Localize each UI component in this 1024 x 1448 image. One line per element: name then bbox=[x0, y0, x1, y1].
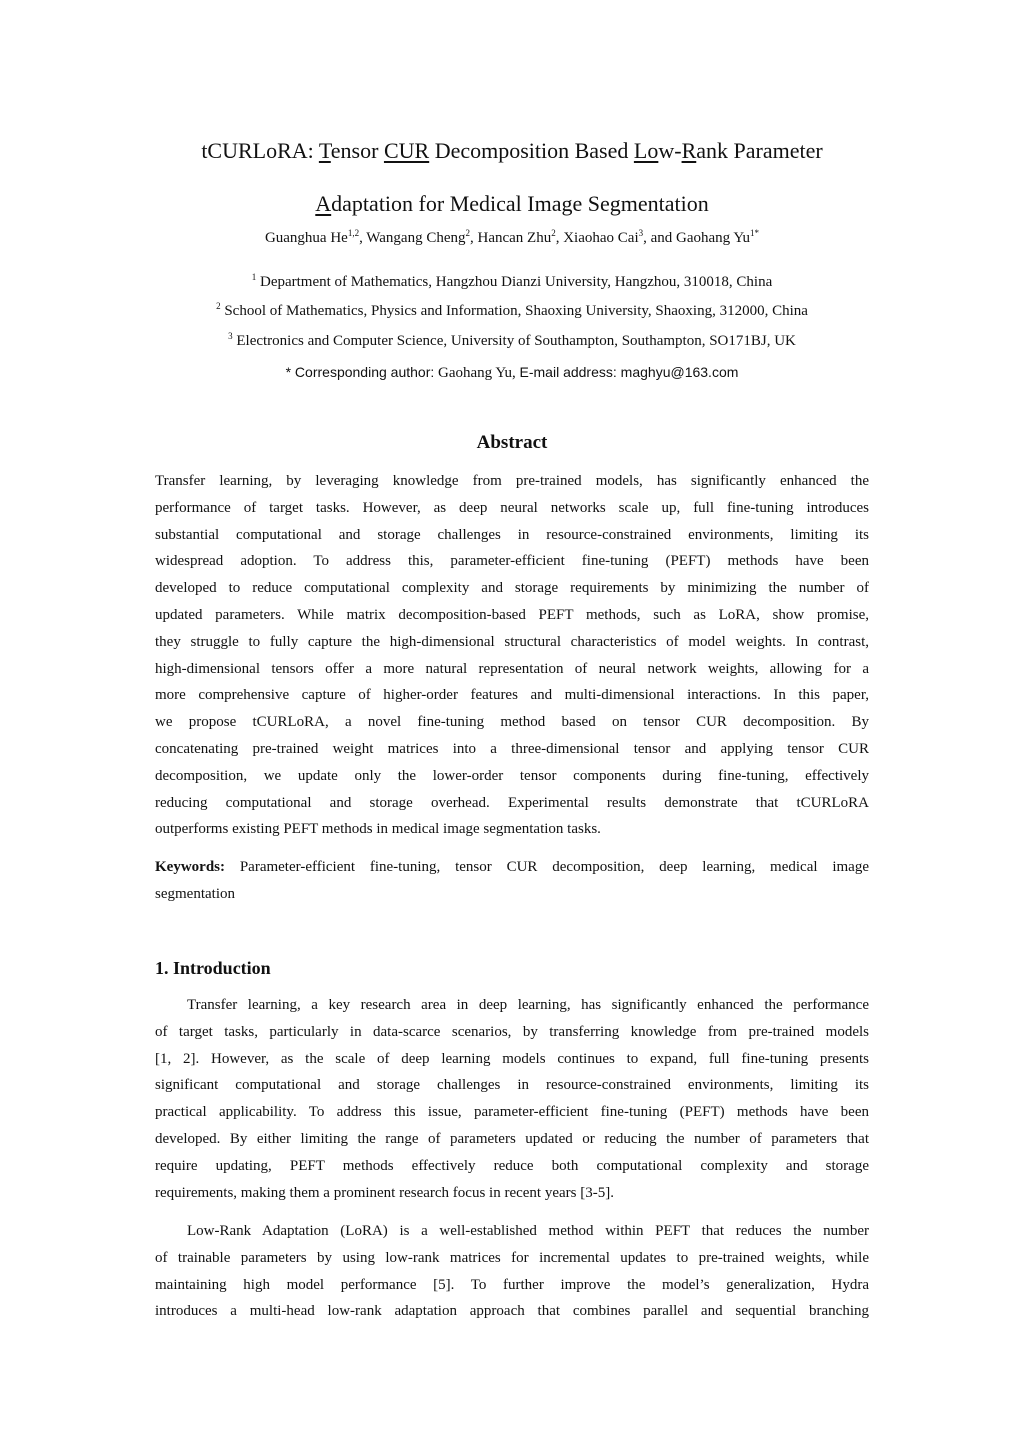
author-name: , Wangang Cheng bbox=[359, 230, 466, 246]
text-line: Low-Rank Adaptation (LoRA) is a well-established method within PEFT that reduces the number bbox=[187, 1223, 869, 1239]
title-underlined-part: CUR bbox=[383, 138, 430, 163]
author-name: , and Gaohang Yu bbox=[643, 230, 751, 246]
text-line: requirements, making them a prominent research focus in recent years [3-5]. bbox=[155, 1184, 614, 1201]
text-line: decomposition, we update only the lower-order tensor components during fine-tuning, effectively bbox=[155, 767, 869, 784]
title-part: w- bbox=[658, 138, 682, 163]
text-line: significant computational and storage challenges in resource-constrained environments, limiting its bbox=[155, 1077, 869, 1094]
section-heading-introduction: 1. Introduction bbox=[155, 958, 271, 978]
text-line: we propose tCURLoRA, a novel fine-tuning method based on tensor CUR decomposition. By bbox=[155, 714, 869, 731]
text-line: developed to reduce computational complexity and storage requirements by minimizing the number of bbox=[155, 580, 869, 597]
affiliation-3 bbox=[60, 333, 964, 350]
text-line: Transfer learning, a key research area in deep learning, has significantly enhanced the performance bbox=[187, 997, 869, 1013]
text-line: developed. By either limiting the range of parameters updated or reducing the number of parameters that bbox=[155, 1130, 869, 1147]
intro-paragraph-2 bbox=[155, 1218, 869, 1325]
affiliation-sup: 2 bbox=[216, 301, 221, 311]
title-line-1 bbox=[60, 138, 964, 164]
affiliation-text: Electronics and Computer Science, University of Southampton, Southampton, SO171BJ, UK bbox=[232, 333, 796, 349]
email-label: E-mail address: bbox=[519, 364, 617, 380]
title-underlined-part: Lo bbox=[633, 138, 659, 163]
affiliation-text: Department of Mathematics, Hangzhou Dianzi University, Hangzhou, 310018, China bbox=[256, 274, 773, 290]
author-name: , Xiaohao Cai bbox=[555, 230, 639, 246]
text-line: reducing computational and storage overhead. Experimental results demonstrate that tCURLoRA bbox=[155, 794, 869, 811]
text-line: they struggle to fully capture the high-dimensional structural characteristics of model weights. In contrast, bbox=[155, 633, 869, 650]
author-name: , Hancan Zhu bbox=[470, 230, 552, 246]
text-line: high-dimensional tensors offer a more natural representation of neural network weights, allowing for a bbox=[155, 660, 869, 677]
text-line: maintaining high model performance [5]. To further improve the model’s generalization, Hydra bbox=[155, 1276, 869, 1293]
text-line: of trainable parameters by using low-rank matrices for incremental updates to pre-trained weights, while bbox=[155, 1249, 869, 1266]
text-line: widespread adoption. To address this, parameter-efficient fine-tuning (PEFT) methods have been bbox=[155, 553, 869, 570]
keywords bbox=[155, 854, 869, 908]
author-affil-sup: 1,2 bbox=[347, 228, 360, 238]
text-line: [1, 2]. However, as the scale of deep learning models continues to expand, full fine-tuning presents bbox=[155, 1050, 869, 1067]
affiliation-2 bbox=[60, 303, 964, 320]
abstract-body bbox=[155, 468, 869, 843]
keywords-text: segmentation bbox=[155, 885, 235, 902]
keywords-text: Parameter-efficient fine-tuning, tensor CUR decomposition, deep learning, medical image bbox=[225, 859, 869, 875]
intro-paragraph-1 bbox=[155, 992, 869, 1206]
author-affil-sup: 3 bbox=[638, 228, 644, 238]
title-part: ensor bbox=[330, 138, 384, 163]
title-underlined-part: R bbox=[681, 138, 697, 163]
text-line: substantial computational and storage challenges in resource-constrained environments, limiting its bbox=[155, 526, 869, 543]
text-line: outperforms existing PEFT methods in medical image segmentation tasks. bbox=[155, 821, 601, 838]
text-line: updated parameters. While matrix decomposition-based PEFT methods, such as LoRA, show promise, bbox=[155, 606, 869, 623]
keywords-label: Keywords: bbox=[155, 859, 225, 875]
title-line-2-text: daptation for Medical Image Segmentation bbox=[331, 191, 709, 216]
abstract-heading: Abstract bbox=[476, 432, 548, 453]
text-line: introduces a multi-head low-rank adaptation approach that combines parallel and sequential branching bbox=[155, 1303, 869, 1320]
author-name: Guanghua He bbox=[264, 230, 348, 246]
text-line: concatenating pre-trained weight matrices into a three-dimensional tensor and applying tensor CUR bbox=[155, 740, 869, 757]
author-affil-sup: 2 bbox=[465, 228, 470, 238]
corresponding-label: * Corresponding author: bbox=[285, 364, 435, 380]
title-line-2 bbox=[60, 191, 964, 217]
author-list bbox=[60, 230, 964, 247]
affiliation-text: School of Mathematics, Physics and Information, Shaoxing University, Shaoxing, 312000, China bbox=[220, 303, 808, 319]
author-affil-sup: 1* bbox=[750, 228, 760, 238]
affiliation-1 bbox=[60, 274, 964, 291]
text-line: Transfer learning, by leveraging knowledge from pre-trained models, has significantly enhanced the bbox=[155, 473, 869, 489]
corresponding-author bbox=[60, 364, 964, 382]
author-affil-sup: 2 bbox=[551, 228, 556, 238]
affiliation-sup: 1 bbox=[251, 272, 257, 282]
title-part: tCURLoRA: bbox=[201, 138, 319, 163]
text-line: of target tasks, particularly in data-scarce scenarios, by transferring knowledge from pre-trained models bbox=[155, 1023, 869, 1040]
title-part: ank Parameter bbox=[696, 138, 823, 163]
title-part: Decomposition Based bbox=[429, 138, 634, 163]
title-underlined-letter: A bbox=[315, 191, 332, 216]
email-address: maghyu@163.com bbox=[616, 364, 739, 380]
text-line: require updating, PEFT methods effectively reduce both computational complexity and storage bbox=[155, 1157, 869, 1174]
text-line: more comprehensive capture of higher-order features and multi-dimensional interactions. In this paper, bbox=[155, 687, 869, 704]
text-line: practical applicability. To address this issue, parameter-efficient fine-tuning (PEFT) methods have been bbox=[155, 1104, 869, 1121]
affiliation-sup: 3 bbox=[228, 331, 233, 341]
title-underlined-part: T bbox=[318, 138, 331, 163]
text-line: performance of target tasks. However, as deep neural networks scale up, full fine-tuning introduces bbox=[155, 499, 869, 516]
corresponding-name: Gaohang Yu, bbox=[434, 365, 520, 381]
